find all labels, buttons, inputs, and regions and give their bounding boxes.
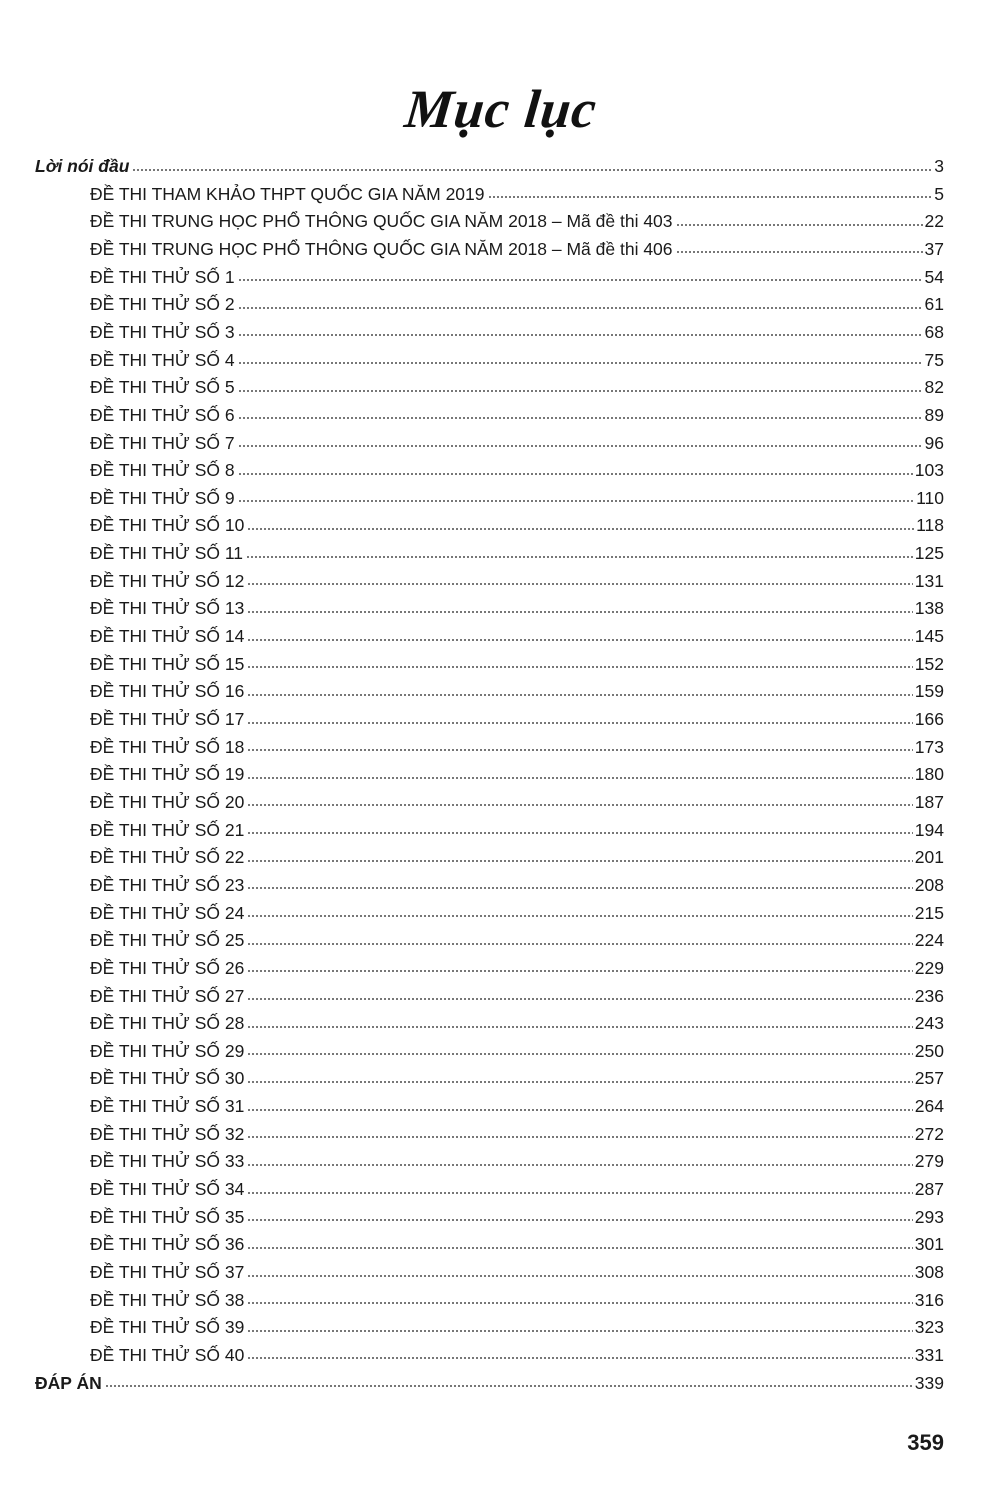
dot-leader bbox=[247, 526, 914, 531]
toc-entry-label: ĐỀ THI THỬ SỐ 13 bbox=[90, 598, 245, 619]
toc-entry-page: 145 bbox=[914, 626, 944, 647]
toc-entry-label: ĐỀ THI THỬ SỐ 25 bbox=[90, 930, 245, 951]
toc-entry bbox=[90, 429, 944, 453]
toc-entry-label: ĐỀ THI THỬ SỐ 40 bbox=[90, 1344, 245, 1365]
toc-entry-page: 279 bbox=[914, 1151, 944, 1172]
dot-leader bbox=[247, 969, 912, 974]
toc-entry-label: ĐỀ THI THỬ SỐ 1 bbox=[90, 266, 235, 287]
dot-leader bbox=[247, 582, 912, 587]
toc-entry-page: 331 bbox=[914, 1344, 944, 1365]
toc-entry-page: 152 bbox=[914, 653, 944, 674]
toc-entry-label: ĐỀ THI THỬ SỐ 31 bbox=[90, 1096, 245, 1117]
toc-entry-page: 75 bbox=[924, 349, 944, 370]
dot-leader bbox=[247, 1328, 912, 1333]
toc-entry-label: ĐỀ THI THỬ SỐ 9 bbox=[90, 487, 235, 508]
toc-entry-label: ĐỀ THI THỬ SỐ 34 bbox=[90, 1179, 245, 1200]
dot-leader bbox=[247, 1218, 912, 1223]
toc-entry-page: 138 bbox=[914, 598, 944, 619]
toc-entry bbox=[90, 788, 944, 812]
toc-entry-page: 194 bbox=[914, 819, 944, 840]
toc-entry-label: Lời nói đầu bbox=[35, 156, 130, 176]
dot-leader bbox=[247, 1107, 912, 1112]
dot-leader bbox=[247, 637, 912, 642]
toc-entry-label: ĐỀ THI THỬ SỐ 17 bbox=[90, 709, 245, 729]
toc-entry bbox=[90, 871, 944, 895]
toc-entry-page: 166 bbox=[914, 709, 944, 729]
toc-entry-label: ĐỀ THI THỬ SỐ 24 bbox=[90, 902, 245, 923]
dot-leader bbox=[676, 222, 923, 227]
toc-entry-label: ĐỀ THI THỬ SỐ 8 bbox=[90, 460, 235, 481]
toc-entry-page: 323 bbox=[914, 1317, 944, 1338]
toc-entry-label: ĐÁP ÁN bbox=[35, 1372, 102, 1393]
toc-entry-intro bbox=[35, 152, 944, 176]
dot-leader bbox=[247, 1162, 912, 1167]
dot-leader bbox=[676, 250, 923, 255]
toc-entry-label: ĐỀ THI THỬ SỐ 21 bbox=[90, 819, 245, 840]
dot-leader bbox=[247, 858, 912, 863]
toc-entry bbox=[90, 705, 944, 729]
toc-entry-page: 208 bbox=[914, 874, 944, 895]
page-title: Mục lục bbox=[402, 79, 600, 139]
toc-entry-page: 96 bbox=[924, 432, 944, 453]
toc-entry bbox=[90, 1037, 944, 1061]
toc-entry-label: ĐỀ THI THỬ SỐ 5 bbox=[90, 377, 235, 398]
toc-entry bbox=[90, 263, 944, 287]
toc-entry bbox=[90, 899, 944, 923]
toc-entry-label: ĐỀ THI THỬ SỐ 6 bbox=[90, 404, 235, 425]
dot-leader bbox=[238, 471, 913, 476]
dot-leader bbox=[247, 914, 912, 919]
dot-leader bbox=[247, 831, 912, 836]
toc-entry-page: 22 bbox=[924, 211, 944, 232]
dot-leader bbox=[247, 1190, 912, 1195]
toc-entry-page: 68 bbox=[924, 321, 944, 342]
dot-leader bbox=[238, 416, 923, 421]
toc-entry-label: ĐỀ THI THỬ SỐ 10 bbox=[90, 515, 245, 536]
toc-entry-page: 61 bbox=[924, 294, 944, 315]
dot-leader bbox=[247, 1273, 912, 1278]
dot-leader bbox=[105, 1384, 913, 1389]
toc-entry bbox=[90, 346, 944, 370]
toc-entry-page: 215 bbox=[914, 902, 944, 923]
toc-entry-label: ĐỀ THI THỬ SỐ 16 bbox=[90, 681, 245, 702]
toc-entry bbox=[90, 180, 944, 204]
toc-entry-label: ĐỀ THI THỬ SỐ 37 bbox=[90, 1262, 245, 1282]
dot-leader bbox=[238, 499, 914, 504]
toc-entry-label: ĐỀ THI THỬ SỐ 29 bbox=[90, 1040, 245, 1061]
toc-entry bbox=[90, 207, 944, 231]
toc-entry-page: 89 bbox=[924, 404, 944, 425]
toc-entry-label: ĐỀ THI THỬ SỐ 23 bbox=[90, 874, 245, 895]
dot-leader bbox=[238, 333, 923, 338]
dot-leader bbox=[488, 195, 933, 200]
dot-leader bbox=[238, 361, 923, 366]
toc-entry-label: ĐỀ THI THỬ SỐ 22 bbox=[90, 847, 245, 868]
toc-entry-page: 287 bbox=[914, 1179, 944, 1200]
toc-entry-label: ĐỀ THI THỬ SỐ 11 bbox=[90, 543, 244, 564]
toc-entry-page: 229 bbox=[914, 957, 944, 978]
toc-entry-page: 54 bbox=[924, 266, 944, 287]
toc-entry-label: ĐỀ THI THỬ SỐ 38 bbox=[90, 1289, 245, 1310]
toc-entry-page: 3 bbox=[934, 156, 944, 176]
toc-entry-label: ĐỀ THI THỬ SỐ 30 bbox=[90, 1068, 245, 1089]
toc-entry-page: 37 bbox=[924, 238, 944, 259]
dot-leader bbox=[247, 886, 912, 891]
toc-entry-label: ĐỀ THI THỬ SỐ 3 bbox=[90, 321, 235, 342]
toc-entry bbox=[90, 677, 944, 701]
dot-leader bbox=[247, 1301, 912, 1306]
dot-leader bbox=[247, 997, 912, 1002]
toc-entry-label: ĐỀ THI THỬ SỐ 12 bbox=[90, 570, 245, 591]
toc-entry bbox=[90, 1009, 944, 1033]
toc-entry bbox=[90, 1341, 944, 1365]
dot-leader bbox=[247, 1356, 912, 1361]
toc-entry-label: ĐỀ THI THỬ SỐ 39 bbox=[90, 1317, 245, 1338]
toc-entry-answers bbox=[35, 1369, 944, 1393]
toc-entry-page: 293 bbox=[914, 1206, 944, 1227]
toc-entry bbox=[90, 650, 944, 674]
toc-entry-page: 131 bbox=[914, 570, 944, 591]
toc-entry-page: 110 bbox=[916, 487, 944, 508]
toc-entry-label: ĐỀ THI THỬ SỐ 4 bbox=[90, 349, 235, 370]
toc-entry-page: 236 bbox=[914, 985, 944, 1006]
toc-entry-label: ĐỀ THI THỬ SỐ 19 bbox=[90, 764, 245, 785]
toc-entry-page: 224 bbox=[914, 930, 944, 951]
toc-entry bbox=[90, 1092, 944, 1116]
toc-entry-label: ĐỀ THI THỬ SỐ 7 bbox=[90, 432, 235, 453]
toc-entry-label: ĐỀ THI THỬ SỐ 27 bbox=[90, 985, 245, 1006]
toc-entry-label: ĐỀ THI THỬ SỐ 2 bbox=[90, 294, 235, 315]
toc-entry-page: 243 bbox=[914, 1013, 944, 1034]
toc-entry-page: 187 bbox=[914, 791, 944, 812]
dot-leader bbox=[247, 692, 912, 697]
toc-entry-page: 103 bbox=[914, 460, 944, 481]
toc-entry bbox=[90, 1064, 944, 1088]
dot-leader bbox=[132, 167, 932, 172]
dot-leader bbox=[247, 803, 912, 808]
dot-leader bbox=[247, 775, 912, 780]
toc-entry bbox=[90, 1313, 944, 1337]
toc-entry bbox=[90, 1286, 944, 1310]
toc-entry-page: 180 bbox=[914, 764, 944, 785]
toc-entry bbox=[90, 1175, 944, 1199]
toc-entry-page: 272 bbox=[914, 1123, 944, 1144]
dot-leader bbox=[247, 748, 912, 753]
toc-entry-page: 257 bbox=[914, 1068, 944, 1089]
toc-entry-page: 173 bbox=[914, 736, 944, 757]
toc-entry-label: ĐỀ THI THỬ SỐ 26 bbox=[90, 957, 245, 978]
dot-leader bbox=[238, 278, 923, 283]
toc-entry bbox=[90, 622, 944, 646]
toc-entry-page: 159 bbox=[914, 681, 944, 702]
toc-entry-label: ĐỀ THI THỬ SỐ 32 bbox=[90, 1123, 245, 1144]
toc-entry bbox=[90, 1203, 944, 1227]
dot-leader bbox=[247, 1052, 912, 1057]
toc-entry-label: ĐỀ THI TRUNG HỌC PHỔ THÔNG QUỐC GIA NĂM 2018 – Mã đề thi 406 bbox=[90, 238, 673, 259]
toc-entry bbox=[90, 456, 944, 480]
toc-entry bbox=[90, 954, 944, 978]
toc-entry bbox=[90, 982, 944, 1006]
toc-entry-label: ĐỀ THI THAM KHẢO THPT QUỐC GIA NĂM 2019 bbox=[90, 183, 485, 204]
toc-entry bbox=[90, 511, 944, 535]
toc-entry-page: 118 bbox=[916, 515, 944, 536]
toc-entry bbox=[90, 1147, 944, 1171]
toc-entry-label: ĐỀ THI THỬ SỐ 35 bbox=[90, 1206, 245, 1227]
toc-entry-page: 201 bbox=[914, 847, 944, 868]
toc-entry bbox=[90, 539, 944, 563]
dot-leader bbox=[247, 609, 912, 614]
toc-entry bbox=[90, 1258, 944, 1282]
toc-entry-label: ĐỀ THI THỬ SỐ 36 bbox=[90, 1234, 245, 1255]
dot-leader bbox=[247, 941, 912, 946]
toc-entry-page: 301 bbox=[914, 1234, 944, 1255]
toc-entry-label: ĐỀ THI THỬ SỐ 14 bbox=[90, 626, 245, 647]
dot-leader bbox=[238, 305, 923, 310]
toc-entry-label: ĐỀ THI TRUNG HỌC PHỔ THÔNG QUỐC GIA NĂM 2018 – Mã đề thi 403 bbox=[90, 211, 673, 232]
dot-leader bbox=[238, 444, 923, 449]
toc-entry-label: ĐỀ THI THỬ SỐ 18 bbox=[90, 736, 245, 757]
toc-entry-page: 125 bbox=[914, 543, 944, 564]
toc-entry bbox=[90, 484, 944, 508]
toc-entry-page: 308 bbox=[914, 1262, 944, 1282]
toc-entry-page: 250 bbox=[914, 1040, 944, 1061]
dot-leader bbox=[246, 554, 913, 559]
dot-leader bbox=[247, 1079, 912, 1084]
toc-entry bbox=[90, 843, 944, 867]
toc-entry-label: ĐỀ THI THỬ SỐ 20 bbox=[90, 791, 245, 812]
toc-entry bbox=[90, 760, 944, 784]
toc-entry-label: ĐỀ THI THỬ SỐ 15 bbox=[90, 653, 245, 674]
toc-entry bbox=[90, 594, 944, 618]
toc-entry-label: ĐỀ THI THỬ SỐ 33 bbox=[90, 1151, 245, 1172]
toc-entry-page: 82 bbox=[924, 377, 944, 398]
toc-entry bbox=[90, 290, 944, 314]
dot-leader bbox=[238, 388, 923, 393]
dot-leader bbox=[247, 665, 912, 670]
toc-entry bbox=[90, 318, 944, 342]
toc-entry-page: 316 bbox=[914, 1289, 944, 1310]
page-number: 359 bbox=[907, 1430, 944, 1455]
toc-entry-page: 264 bbox=[914, 1096, 944, 1117]
toc-entry bbox=[90, 235, 944, 259]
toc-entry-label: ĐỀ THI THỬ SỐ 28 bbox=[90, 1013, 245, 1034]
toc-entry bbox=[90, 733, 944, 757]
toc-entry bbox=[90, 1120, 944, 1144]
toc-entry bbox=[90, 926, 944, 950]
dot-leader bbox=[247, 1245, 912, 1250]
toc-entry bbox=[90, 1230, 944, 1254]
dot-leader bbox=[247, 1135, 912, 1140]
toc-entry-page: 339 bbox=[914, 1372, 944, 1393]
toc-entry bbox=[90, 567, 944, 591]
toc-entry bbox=[90, 401, 944, 425]
toc-entry-page: 5 bbox=[934, 183, 944, 204]
toc-entry bbox=[90, 816, 944, 840]
toc-entry bbox=[90, 373, 944, 397]
dot-leader bbox=[247, 1024, 912, 1029]
dot-leader bbox=[247, 720, 912, 725]
